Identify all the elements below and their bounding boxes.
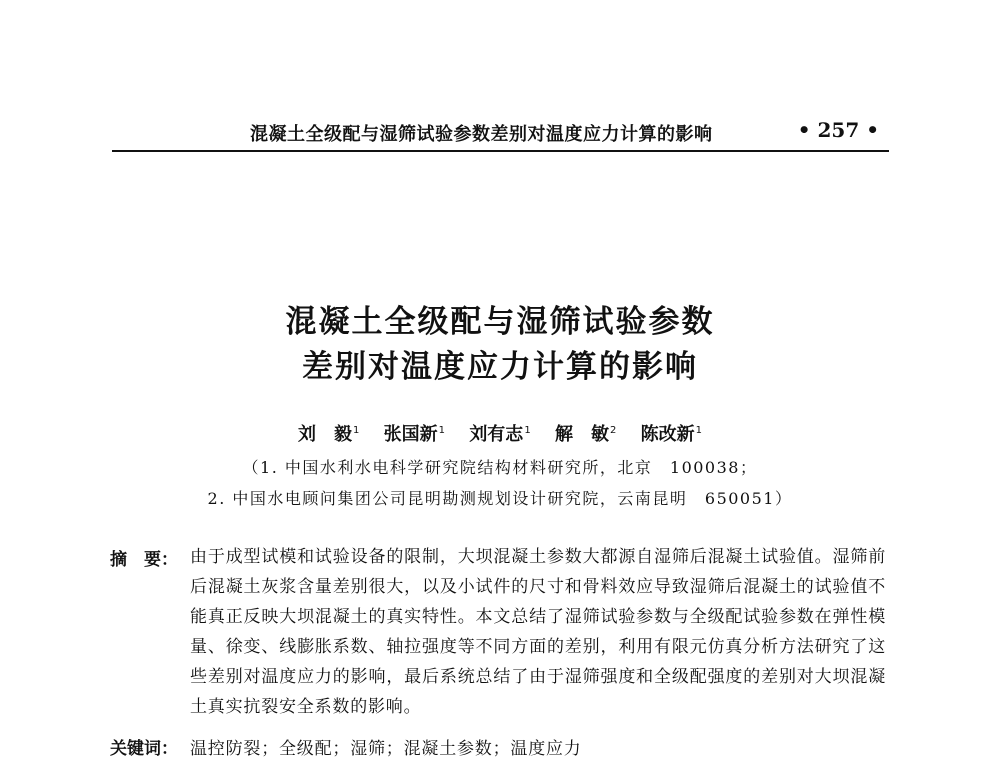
- author-name: 刘 毅: [298, 424, 352, 445]
- page-number: • 257 •: [797, 118, 879, 142]
- author: [298, 424, 359, 445]
- author-affiliation-mark: 1: [353, 425, 360, 436]
- author-name: 陈改新: [640, 424, 695, 445]
- abstract-text: 由于成型试模和试验设备的限制，大坝混凝土参数大都源自湿筛后混凝土试验值。湿筛前后混凝土灰浆含量差别很大，以及小试件的尺寸和骨料效应导致湿筛后混凝土的试验值不能真正反映大坝混凝土的真实特性。本文总结了湿筛试验参数与全级配试验参数在弹性模量、徐变、线膨胀系数、轴拉强度等不同方面的差别，利用有限元仿真分析方法研究了这些差别对温度应力的影响，最后系统总结了由于湿筛强度和全级配强度的差别对大坝混凝土真实抗裂安全系数的影响。: [190, 547, 886, 717]
- running-title: 混凝土全级配与湿筛试验参数差别对温度应力计算的影响: [250, 124, 713, 145]
- author-affiliation-mark: 1: [695, 425, 702, 436]
- author-name: 刘有志: [469, 424, 524, 445]
- affiliation-line-2: 2. 中国水电顾问集团公司昆明勘测规划设计研究院，云南昆明 650051）: [207, 489, 793, 508]
- abstract-label: 摘 要：: [110, 550, 178, 570]
- header-rule: [112, 150, 889, 152]
- author: [469, 424, 530, 445]
- keywords-text: 温控防裂；全级配；湿筛；混凝土参数；温度应力: [190, 739, 582, 759]
- author: [384, 424, 445, 445]
- author: [641, 424, 702, 445]
- author-affiliation-mark: 1: [438, 425, 446, 436]
- author-affiliation-mark: 2: [609, 425, 617, 436]
- author-list: [0, 420, 1000, 446]
- affiliation-line-1: （1. 中国水利水电科学研究院结构材料研究所，北京 100038；: [242, 458, 758, 477]
- author: [555, 424, 616, 445]
- author-name: 解 敏: [554, 424, 609, 445]
- paper-title-line-2: 差别对温度应力计算的影响: [302, 349, 698, 385]
- author-name: 张国新: [383, 424, 438, 445]
- author-affiliation-mark: 1: [524, 425, 531, 436]
- paper-title-line-1: 混凝土全级配与湿筛试验参数: [285, 304, 715, 340]
- keywords-label: 关键词：: [110, 739, 178, 759]
- running-head: [112, 114, 889, 148]
